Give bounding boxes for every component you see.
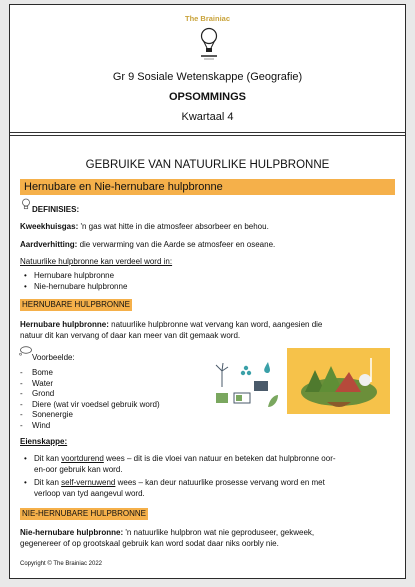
thought-bubble-icon	[18, 346, 32, 356]
list-item	[22, 453, 392, 475]
renewable-icons-illustration	[210, 361, 280, 413]
list-item: - Grond	[20, 389, 160, 400]
term: Kweekhuisgas:	[20, 222, 79, 231]
underlined-term: self-vernuwend	[61, 478, 116, 487]
divide-list	[22, 270, 127, 292]
header-subject: Gr 9 Sosiale Wetenskappe (Geografie)	[112, 71, 303, 83]
list-item: - Water	[20, 379, 160, 390]
renewable-definition-line2: natuur dit kan vervang of daar kan meer van dit gemaak word.	[20, 331, 241, 340]
solar-panel-icon	[216, 393, 228, 403]
list-item: - Sonenergie	[20, 410, 160, 421]
text: Dit kan	[34, 478, 62, 487]
text: Dit kan	[34, 454, 62, 463]
list-item: • Nie-hernubare hulpbronne	[22, 281, 127, 292]
lightbulb-icon	[21, 198, 31, 210]
list-item: - Bome	[20, 368, 160, 379]
definitions-heading: DEFINISIES:	[32, 205, 80, 214]
text: wees – kan deur natuurlike prosesse vervang word en met	[115, 478, 325, 487]
water-drop-icon	[264, 362, 270, 373]
text: wees – dit is die vloei van natuur en beteken dat hulpbronne oor-	[103, 454, 336, 463]
section-title: GEBRUIKE VAN NATUURLIKE HULPBRONNE	[85, 159, 330, 171]
nonrenewable-definition-line1	[20, 527, 314, 538]
text: en-oor gebruik kan word.	[34, 465, 123, 474]
definition-global-warming	[20, 239, 275, 250]
properties-list	[22, 453, 392, 499]
worksheet-page	[9, 4, 406, 579]
definition-text: 'n gas wat hitte in die atmosfeer absorbeer en behou.	[78, 222, 269, 231]
list-item: - Wind	[20, 421, 160, 432]
section-bar: Hernubare en Nie-hernubare hulpbronne	[20, 179, 395, 195]
list-item: - Diere (wat vir voedsel gebruik word)	[20, 400, 160, 411]
header-summary: OPSOMMINGS	[168, 91, 246, 103]
recycle-icon	[241, 366, 251, 375]
definition-text: die verwarming van die Aarde se atmosfeer en oseane.	[77, 240, 276, 249]
renewable-landscape-illustration	[287, 348, 390, 414]
term: Aardverhitting:	[20, 240, 78, 249]
examples-label: Voorbeelde:	[32, 353, 75, 362]
definition-greenhouse-gas	[20, 221, 269, 232]
term: Hernubare hulpbronne:	[20, 320, 109, 329]
underlined-term: voortdurend	[61, 454, 104, 463]
text: verloop van tyd aangevul word.	[34, 489, 145, 498]
hot-air-balloon-logo-icon	[198, 27, 220, 61]
renewable-heading: HERNUBARE HULPBRONNE	[22, 300, 131, 309]
list-item	[22, 477, 392, 499]
examples-list	[20, 368, 160, 431]
divider	[10, 132, 405, 133]
term: Nie-hernubare hulpbronne:	[20, 528, 124, 537]
brand-logo-text: The Brainiac	[184, 14, 230, 23]
leaf-icon	[268, 395, 278, 407]
divide-label: Natuurlike hulpbronne kan verdeel word in:	[20, 257, 173, 266]
definition-text: natuurlike hulpbronne wat vervang kan word, aangesien die	[108, 320, 323, 329]
battery-icon	[234, 393, 250, 403]
list-item: • Hernubare hulpbronne	[22, 270, 127, 281]
header-term: Kwartaal 4	[181, 111, 234, 123]
footer-copyright: Copyright © The Brainiac 2022	[20, 561, 103, 567]
nonrenewable-definition-line2: gegenereer of op grootskaal gebruik kan word sodat daar niks oorbly nie.	[20, 539, 279, 548]
wind-turbine-icon	[216, 363, 228, 387]
nonrenewable-heading: NIE-HERNUBARE HULPBRONNE	[22, 509, 147, 518]
definition-text: 'n natuurlike hulpbron wat nie geproduseer, gekweek,	[123, 528, 315, 537]
divider	[10, 135, 405, 136]
properties-label: Eienskappe:	[20, 437, 68, 446]
renewable-definition-line1	[20, 319, 322, 330]
